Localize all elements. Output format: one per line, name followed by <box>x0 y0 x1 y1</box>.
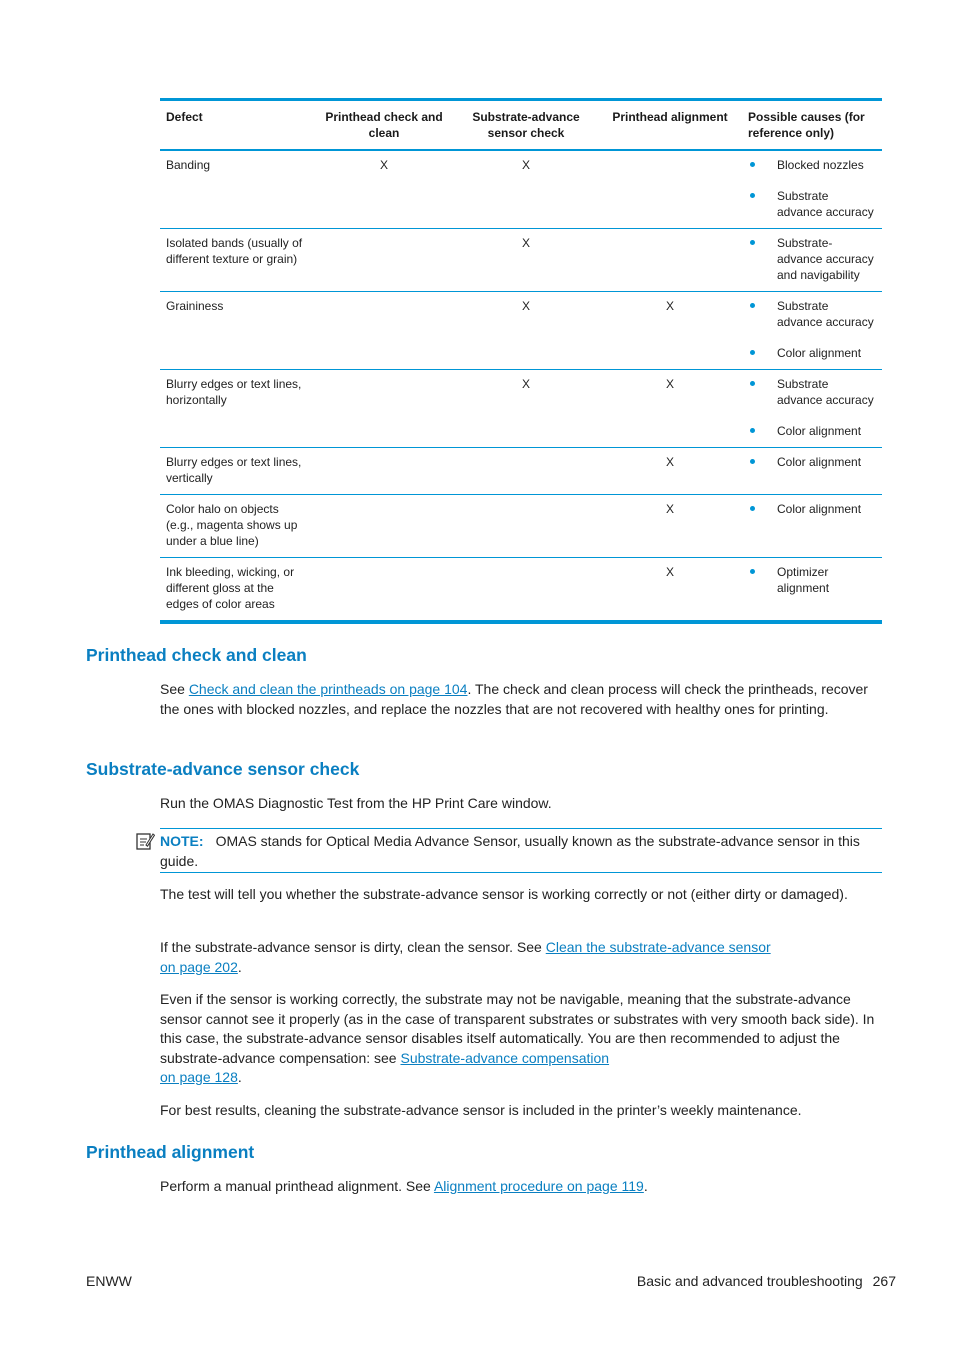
header-alignment: Printhead alignment <box>612 110 728 124</box>
link-page-128[interactable]: on page 128 <box>160 1069 238 1085</box>
cause-text: Substrate advance accuracy <box>777 189 874 219</box>
cell-alignment: X <box>665 565 674 579</box>
header-defect: Defect <box>166 110 203 124</box>
header-causes: Possible causes (for reference only) <box>748 110 865 140</box>
heading-check-clean: Printhead check and clean <box>86 645 307 665</box>
cell-defect: Ink bleeding, wicking, or different gloss at the edges of color areas <box>166 565 295 611</box>
cell-substrate-sensor <box>454 558 598 623</box>
cell-causes <box>742 495 882 558</box>
substrate-paragraph-2: The test will tell you whether the substrate-advance sensor is working correctly or not (either dirty or damaged). <box>160 886 848 902</box>
list-item <box>748 188 876 220</box>
substrate-paragraph-4 <box>160 990 882 1088</box>
cell-alignment <box>598 150 742 229</box>
heading-substrate-sensor: Substrate-advance sensor check <box>86 759 360 779</box>
cell-causes <box>742 150 882 229</box>
link-page-202[interactable]: on page 202 <box>160 958 238 975</box>
alignment-paragraph <box>160 1177 882 1197</box>
bullet-icon <box>750 303 755 308</box>
table-row <box>160 292 882 370</box>
text: . <box>237 958 242 975</box>
cell-check-clean <box>314 495 454 558</box>
cell-defect: Banding <box>166 158 211 172</box>
cell-check-clean <box>314 292 454 370</box>
bullet-icon <box>750 428 755 433</box>
table-row <box>160 370 882 448</box>
footer-section: Basic and advanced troubleshooting <box>636 1273 863 1289</box>
cell-alignment: X <box>665 455 674 469</box>
table-row <box>160 558 882 623</box>
cause-text: Color alignment <box>777 346 862 360</box>
cell-substrate-sensor: X <box>521 236 530 250</box>
list-item <box>748 564 876 596</box>
troubleshooting-table <box>160 98 882 624</box>
cell-causes <box>742 370 882 448</box>
cell-alignment: X <box>665 377 674 391</box>
list-item <box>748 235 876 283</box>
cell-substrate-sensor: X <box>521 158 530 172</box>
bullet-icon <box>750 240 755 245</box>
cause-text: Substrate advance accuracy <box>777 299 874 329</box>
cause-text: Optimizer alignment <box>777 565 830 595</box>
note-text <box>160 832 882 871</box>
bullet-icon <box>750 459 755 464</box>
link-check-clean-printheads[interactable]: Check and clean the printheads on page 104 <box>188 681 468 697</box>
cell-check-clean <box>314 229 454 292</box>
text: . The check and clean process will check the printheads, recover the ones with blocked nozzles, and replace the nozzles that are not recovered with healthy ones for printing. <box>160 681 868 717</box>
bullet-icon <box>750 381 755 386</box>
page-number: 267 <box>872 1273 896 1289</box>
bullet-icon <box>750 569 755 574</box>
cell-substrate-sensor: X <box>521 377 530 391</box>
list-item <box>748 423 876 439</box>
list-item <box>748 454 876 470</box>
cell-substrate-sensor <box>454 495 598 558</box>
text: Perform a manual printhead alignment. See <box>160 1178 434 1194</box>
list-item <box>748 501 876 517</box>
cell-check-clean <box>314 370 454 448</box>
link-clean-substrate-sensor[interactable]: Clean the substrate-advance sensor <box>545 939 771 955</box>
cell-causes <box>742 448 882 495</box>
cell-defect: Blurry edges or text lines, vertically <box>166 455 302 485</box>
footer-left: ENWW <box>86 1273 132 1289</box>
link-substrate-compensation[interactable]: Substrate-advance compensation <box>400 1049 610 1066</box>
substrate-paragraph-3 <box>160 938 882 977</box>
cell-substrate-sensor <box>454 448 598 495</box>
cell-check-clean: X <box>379 158 388 172</box>
text: . <box>643 1178 648 1194</box>
bullet-icon <box>750 506 755 511</box>
cause-text: Color alignment <box>777 424 862 438</box>
note-label: NOTE: <box>160 833 204 849</box>
substrate-paragraph-1: Run the OMAS Diagnostic Test from the HP Print Care window. <box>160 795 552 811</box>
cell-alignment: X <box>665 502 674 516</box>
cause-text: Color alignment <box>777 502 862 516</box>
cell-alignment: X <box>665 299 674 313</box>
cell-defect: Color halo on objects (e.g., magenta shows up under a blue line) <box>166 502 298 548</box>
cell-causes <box>742 292 882 370</box>
cause-text: Color alignment <box>777 455 862 469</box>
note-body: OMAS stands for Optical Media Advance Sensor, usually known as the substrate-advance sensor in this guide. <box>160 833 860 869</box>
text: Even if the sensor is working correctly, the substrate may not be navigable, meaning that the substrate-advance sensor cannot see it properly (as in the case of transparent substrates or substrates with very smooth back side). In this case, the substrate-advance sensor disables itself automatically. You are then recommended to adjust the substrate-advance compensation: see <box>160 991 875 1066</box>
cell-defect: Blurry edges or text lines, horizontally <box>166 377 302 407</box>
note-icon <box>135 831 155 851</box>
header-substrate-sensor: Substrate-advance sensor check <box>472 110 580 140</box>
cause-text: Substrate advance accuracy <box>777 377 874 407</box>
cause-text: Substrate-advance accuracy and navigability <box>777 236 874 282</box>
list-item <box>748 345 876 361</box>
cell-substrate-sensor: X <box>521 299 530 313</box>
table-row <box>160 229 882 292</box>
cell-check-clean <box>314 558 454 623</box>
cell-defect: Graininess <box>166 299 224 313</box>
link-alignment-procedure[interactable]: Alignment procedure on page 119 <box>433 1178 644 1194</box>
footer-right <box>637 1273 896 1289</box>
substrate-paragraph-5: For best results, cleaning the substrate-advance sensor is included in the printer’s weekly maintenance. <box>160 1102 802 1118</box>
check-clean-paragraph <box>160 680 882 719</box>
cell-defect: Isolated bands (usually of different texture or grain) <box>166 236 303 266</box>
note-box <box>160 828 882 873</box>
text: See <box>160 681 189 697</box>
header-check-clean: Printhead check and clean <box>325 110 443 140</box>
bullet-icon <box>750 350 755 355</box>
list-item <box>748 298 876 330</box>
cause-text: Blocked nozzles <box>777 158 864 172</box>
cell-causes <box>742 558 882 623</box>
table-row <box>160 495 882 558</box>
cell-check-clean <box>314 448 454 495</box>
text: If the substrate-advance sensor is dirty, clean the sensor. See <box>160 939 546 955</box>
cell-alignment <box>598 229 742 292</box>
table-row <box>160 150 882 229</box>
bullet-icon <box>750 193 755 198</box>
table-row <box>160 448 882 495</box>
heading-alignment: Printhead alignment <box>86 1142 255 1162</box>
list-item <box>748 376 876 408</box>
bullet-icon <box>750 162 755 167</box>
cell-causes <box>742 229 882 292</box>
list-item <box>748 157 876 173</box>
table-header-row <box>160 100 882 151</box>
text: . <box>237 1069 242 1085</box>
